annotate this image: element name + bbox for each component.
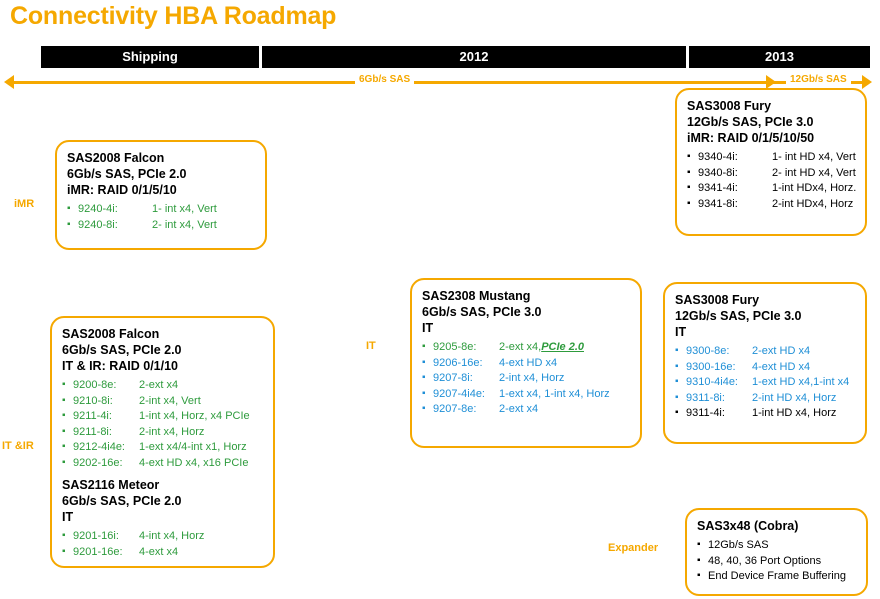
card-list <box>675 344 855 422</box>
part-number: 9212-4i4e: <box>73 441 125 453</box>
part-desc: 1- int x4, Vert <box>152 203 217 215</box>
arrow-label-12gb: 12Gb/s SAS <box>786 74 851 85</box>
arrow-label-6gb: 6Gb/s SAS <box>355 74 414 85</box>
part-number: 9240-8i: <box>78 218 118 231</box>
part-number: 9206-16e: <box>433 356 483 369</box>
card-sas2008-falcon-it-ir[interactable] <box>50 316 275 568</box>
card-mode: IT & IR: RAID 0/1/10 <box>62 359 178 373</box>
part-desc: 2-ext x4 <box>139 379 179 391</box>
part-number: 9240-4i: <box>78 203 118 215</box>
part-number: 9200-8e: <box>73 379 117 391</box>
list-item <box>697 554 856 570</box>
part-desc: 4-ext x4 <box>139 545 179 558</box>
card-sas3008-fury-imr[interactable] <box>675 88 867 236</box>
part-number: 9340-4i: <box>698 151 738 163</box>
part-desc: 2-ext HD x4 <box>752 345 811 357</box>
list-item <box>422 371 630 387</box>
card-subtitle: 6Gb/s SAS, PCIe 2.0 <box>62 343 182 357</box>
card-list <box>67 202 255 233</box>
card-sas2008-falcon-imr[interactable] <box>55 140 267 250</box>
card-sub-subtitle: 6Gb/s SAS, PCIe 2.0 <box>62 494 182 508</box>
feature-desc: 48, 40, 36 Port Options <box>708 554 822 567</box>
list-item <box>67 218 255 234</box>
part-desc: 2-int HDx4, Horz <box>772 197 854 210</box>
card-subtitle: 12Gb/s SAS, PCIe 3.0 <box>687 115 814 129</box>
part-desc: 2-ext x4, <box>499 341 542 353</box>
card-sas3x48-cobra[interactable] <box>685 508 868 596</box>
part-number: 9201-16i: <box>73 530 119 542</box>
part-desc: 2-int x4, Horz <box>499 372 565 384</box>
card-title: SAS2308 Mustang <box>422 289 531 303</box>
card-title: SAS2008 Falcon <box>67 151 165 165</box>
list-item <box>422 387 630 403</box>
list-item <box>687 197 855 213</box>
part-desc: 2-int x4, Horz <box>139 425 205 438</box>
list-item <box>687 150 855 166</box>
card-sub-mode: IT <box>62 510 74 524</box>
card-title: SAS3x48 (Cobra) <box>697 519 799 533</box>
card-list <box>62 378 263 471</box>
part-number: 9202-16e: <box>73 456 123 469</box>
list-item <box>62 529 263 545</box>
part-number: 9210-8i: <box>73 394 113 407</box>
list-item <box>62 440 263 456</box>
card-subtitle: 12Gb/s SAS, PCIe 3.0 <box>675 309 802 323</box>
part-number: 9341-8i: <box>698 197 738 210</box>
part-number: 9300-16e: <box>686 360 736 373</box>
list-item <box>675 344 855 360</box>
card-list <box>697 538 856 585</box>
timeline-header-2013: 2013 <box>689 46 870 68</box>
feature-desc: End Device Frame Buffering <box>708 570 846 582</box>
list-item <box>697 569 856 585</box>
card-mode: IT <box>422 321 434 335</box>
list-item <box>62 394 263 410</box>
part-desc: 2- int HD x4, Vert <box>772 166 856 179</box>
card-sub-list <box>62 529 263 560</box>
card-mode: iMR: RAID 0/1/5/10 <box>67 183 177 197</box>
card-list <box>422 340 630 418</box>
card-title: SAS3008 Fury <box>687 99 772 113</box>
list-item <box>422 340 630 356</box>
part-number: 9300-8e: <box>686 345 730 357</box>
part-number: 9205-8e: <box>433 341 477 353</box>
part-desc: 2- int x4, Vert <box>152 218 217 231</box>
part-desc: 2-int HD x4, Horz <box>752 391 837 404</box>
part-desc: 2-int x4, Vert <box>139 394 201 407</box>
part-number: 9341-4i: <box>698 182 738 194</box>
list-item <box>62 378 263 394</box>
card-mode: iMR: RAID 0/1/5/10/50 <box>687 131 815 145</box>
list-item <box>675 375 855 391</box>
part-number: 9201-16e: <box>73 545 123 558</box>
part-desc: 1-ext x4, 1-int x4, Horz <box>499 387 610 400</box>
part-desc: 1-ext HD x4,1-int x4 <box>752 376 850 388</box>
part-desc: 4-int x4, Horz <box>139 530 205 542</box>
card-sas3008-fury-it[interactable] <box>663 282 867 444</box>
part-desc: 4-ext HD x4 <box>752 360 811 373</box>
card-mode: IT <box>675 325 687 339</box>
arrow-right-head-12gb <box>862 75 872 89</box>
part-desc: 1- int HD x4, Vert <box>772 151 856 163</box>
part-number: 9207-8i: <box>433 372 473 384</box>
timeline-header-2012: 2012 <box>262 46 686 68</box>
list-item <box>687 166 855 182</box>
card-subtitle: 6Gb/s SAS, PCIe 3.0 <box>422 305 542 319</box>
part-number: 9340-8i: <box>698 166 738 179</box>
card-sub-title: SAS2116 Meteor <box>62 478 160 492</box>
row-label-it-ir: IT &IR <box>2 440 34 452</box>
part-desc: 4-ext HD x4, x16 PCIe <box>139 456 249 469</box>
list-item <box>62 409 263 425</box>
list-item <box>62 456 263 472</box>
list-item <box>697 538 856 554</box>
part-number: 9311-4i: <box>686 407 725 419</box>
card-title: SAS2008 Falcon <box>62 327 160 341</box>
part-number: 9211-4i: <box>73 410 112 422</box>
list-item <box>675 391 855 407</box>
part-desc: 4-ext HD x4 <box>499 356 558 369</box>
list-item <box>675 360 855 376</box>
card-title: SAS3008 Fury <box>675 293 760 307</box>
part-desc-emphasis: PCIe 2.0 <box>541 341 584 353</box>
part-desc: 1-int x4, Horz, x4 PCIe <box>139 410 250 422</box>
timeline-header-shipping: Shipping <box>41 46 259 68</box>
card-subtitle: 6Gb/s SAS, PCIe 2.0 <box>67 167 187 181</box>
page-title: Connectivity HBA Roadmap <box>10 2 337 30</box>
part-desc: 2-ext x4 <box>499 403 539 415</box>
list-item <box>687 181 855 197</box>
list-item <box>675 406 855 422</box>
row-label-imr: iMR <box>14 198 35 210</box>
feature-desc: 12Gb/s SAS <box>708 539 769 551</box>
part-desc: 1-int HD x4, Horz <box>752 407 837 419</box>
part-number: 9207-8e: <box>433 403 477 415</box>
part-desc: 1-int HDx4, Horz. <box>772 182 857 194</box>
part-number: 9211-8i: <box>73 425 112 438</box>
part-number: 9310-4i4e: <box>686 376 738 388</box>
part-number: 9207-4i4e: <box>433 387 485 400</box>
card-list <box>687 150 855 212</box>
list-item <box>422 356 630 372</box>
list-item <box>422 402 630 418</box>
part-number: 9311-8i: <box>686 391 725 404</box>
row-label-expander: Expander <box>608 542 659 554</box>
list-item <box>67 202 255 218</box>
card-sas2308-mustang[interactable] <box>410 278 642 448</box>
row-label-it: IT <box>366 340 376 352</box>
list-item <box>62 545 263 561</box>
part-desc: 1-ext x4/4-int x1, Horz <box>139 441 247 453</box>
list-item <box>62 425 263 441</box>
